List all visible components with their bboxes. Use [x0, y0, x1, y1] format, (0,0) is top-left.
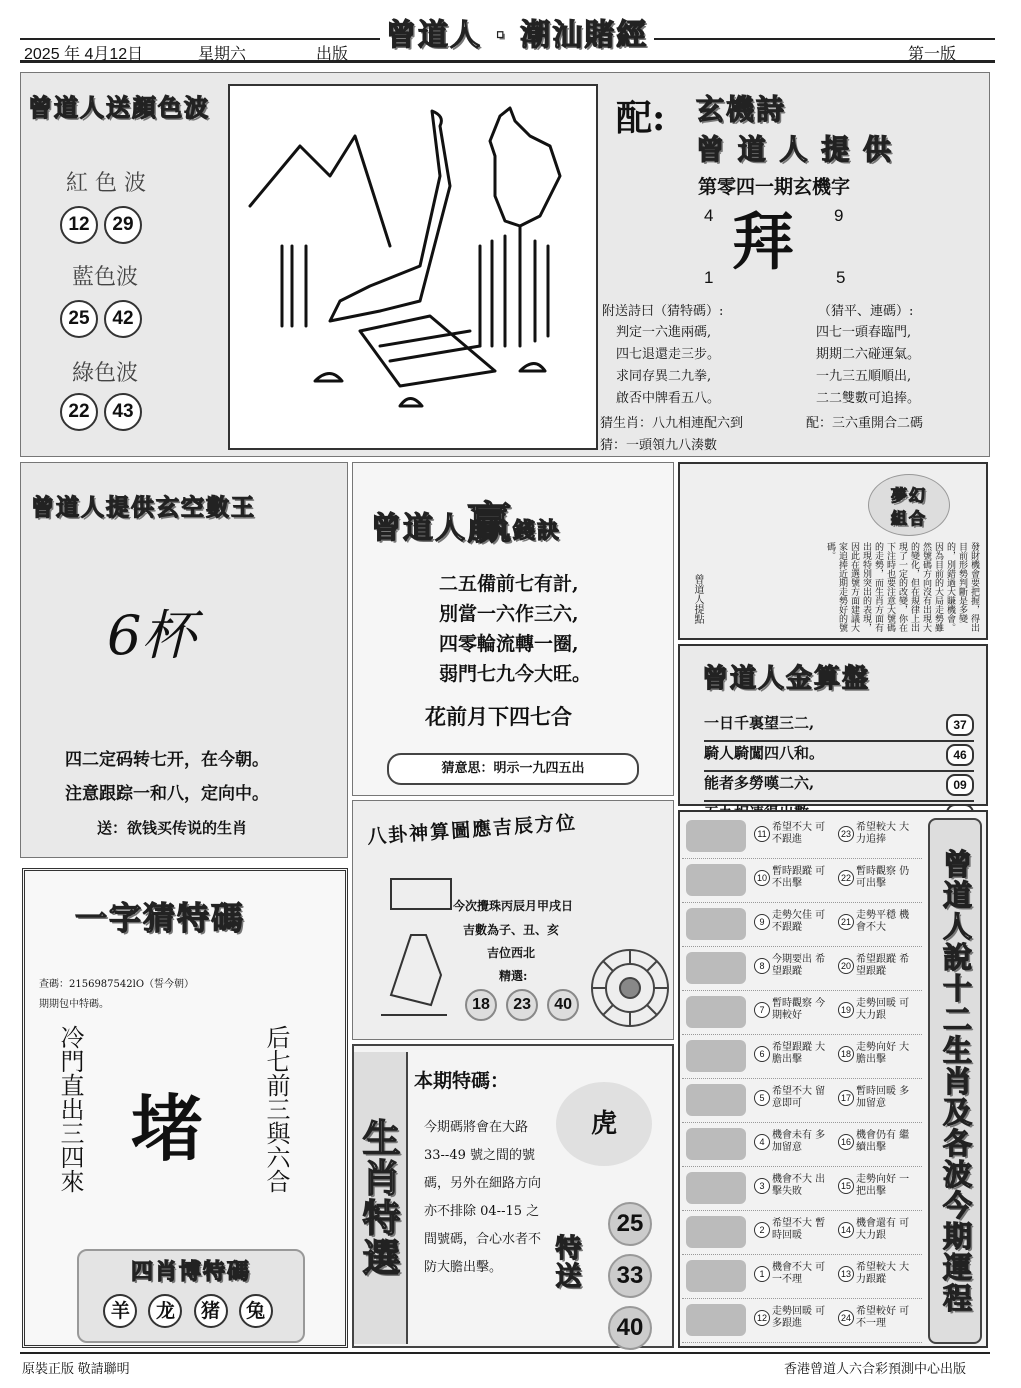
red-wave-numbers — [60, 206, 148, 244]
zodiac-row — [682, 1034, 922, 1079]
poem-title: 玄機詩 — [696, 93, 787, 126]
poem-line: 四七一頭春臨門, — [816, 325, 912, 340]
footer-right: 香港曾道人六合彩預測中心出版 — [784, 1361, 967, 1376]
rooster-icon — [686, 1172, 746, 1204]
bagua-line1: 今次攪珠丙辰月甲戌日 — [453, 899, 574, 913]
poem-guess-zodiac: 猜生肖：八九相連配六到 — [600, 416, 744, 431]
header-edition: 第一版 — [908, 46, 957, 63]
poem-line: 期期二六碰運氣。 — [816, 347, 921, 362]
bagua-pick: 40 — [547, 989, 579, 1021]
bench-shape — [360, 316, 495, 386]
zodiac-side-title: 曾道人說十二生肖及各波今期運程 — [928, 818, 982, 1344]
poem-provider: 曾 道 人 提 供 — [696, 133, 893, 166]
poem-line: 二二雙數可追捧。 — [816, 391, 921, 406]
bagua-picks — [465, 989, 585, 1021]
green-ball: 22 — [60, 393, 98, 431]
zodiac-fortune: 希望不大 留意即可 — [772, 1086, 826, 1109]
footer-left: 原裝正版 敬請聯明 — [22, 1361, 130, 1376]
calc-row-text: 一日千裏望三二, — [704, 714, 815, 732]
zodiac-num: 7 — [754, 1002, 770, 1018]
four-zodiac-item: 羊 — [103, 1294, 137, 1328]
dragon-icon — [686, 952, 746, 984]
zodiac-fortune: 希望較好 可不一理 — [856, 1306, 910, 1329]
riddle-drawing — [230, 86, 596, 448]
zodiac-num: 23 — [838, 826, 854, 842]
zodiac-num: 16 — [838, 1134, 854, 1150]
win-title-big: 贏 — [467, 498, 513, 549]
tiger-icon — [686, 864, 746, 896]
win-hint-box — [387, 753, 639, 785]
poem-n1: 4 — [704, 206, 714, 225]
zodiac-fortune: 機會還有 可大力跟 — [856, 1218, 910, 1241]
bagua-panel — [352, 800, 674, 1040]
zodiac-num: 4 — [754, 1134, 770, 1150]
fence-posts — [282, 236, 548, 346]
zodiac-num: 17 — [838, 1090, 854, 1106]
bagua-line3: 吉位西北 — [487, 946, 536, 960]
win-hint: 明示一九四五出 — [493, 761, 585, 776]
win-money-panel — [352, 462, 674, 796]
zodiac-num: 19 — [838, 1002, 854, 1018]
zodiac-fortune: 機會未有 多加留意 — [772, 1130, 826, 1153]
zodiac-num: 12 — [754, 1310, 770, 1326]
mystery-line2: 注意跟踪一和八，定向中。 — [65, 784, 269, 804]
green-wave-label: 綠色波 — [72, 361, 139, 386]
riddle-picture — [228, 84, 598, 450]
zodiac-num: 20 — [838, 958, 854, 974]
mystery-title: 曾道人提供玄空數王 — [31, 495, 256, 521]
header-publish: 出版 — [316, 46, 349, 63]
blue-wave-label: 藍色波 — [72, 265, 139, 290]
win-line: 二五備前七有計, — [439, 573, 579, 595]
calc-row — [704, 772, 974, 802]
zodiac-num: 14 — [838, 1222, 854, 1238]
win-line: 弱門七九今大旺。 — [439, 663, 592, 685]
warrior-icon — [371, 875, 457, 1025]
blue-wave-numbers — [60, 300, 148, 338]
poem-line: 啟否中牌看五八。 — [616, 391, 721, 406]
calc-panel — [678, 644, 988, 806]
zodiac-fortune: 希望不大 可不跟進 — [772, 822, 826, 845]
zodiac-fortune: 希望跟蹤 希望跟蹤 — [856, 954, 910, 977]
special-animal: 虎 — [590, 1109, 617, 1139]
poem-right-title: （猜平、連碼）: — [818, 304, 914, 319]
poem-n4: 5 — [836, 268, 846, 287]
one-char-left-col: 冷門直出三四來 — [56, 1025, 84, 1193]
zodiac-fortune: 走勢回暖 可大力跟 — [856, 998, 910, 1021]
zodiac-fortune: 暫時跟蹤 可不出擊 — [772, 866, 826, 889]
zodiac-fortune: 機會仍有 繼續出擊 — [856, 1130, 910, 1153]
one-char-title: 一字猜特碼 — [75, 899, 246, 937]
zodiac-num: 1 — [754, 1266, 770, 1282]
calc-row-text: 騎人騎闖四八和。 — [704, 744, 825, 762]
color-wave-title: 曾道人送顏色波 — [28, 94, 210, 122]
calc-row-text: 能者多勞嘆二六, — [704, 774, 815, 792]
zodiac-fortune: 機會不大 可一不理 — [772, 1262, 826, 1285]
special-num: 25 — [608, 1202, 652, 1246]
win-title-2: 錢訣 — [513, 519, 562, 544]
one-char-panel — [22, 868, 348, 1348]
zodiac-fortune: 走勢回暖 可多跟進 — [772, 1306, 826, 1329]
win-lines — [439, 569, 591, 689]
header — [20, 8, 995, 68]
poem-right-lines — [816, 322, 920, 410]
rat-icon — [686, 1304, 746, 1336]
rooster-shape — [490, 108, 560, 246]
four-zodiac-item: 兔 — [239, 1294, 273, 1328]
zodiac-fortune: 走勢向好 大膽出擊 — [856, 1042, 910, 1065]
zodiac-num: 2 — [754, 1222, 770, 1238]
zodiac-num: 9 — [754, 914, 770, 930]
dog-icon — [686, 1216, 746, 1248]
dream-provider: 曾道人提點 — [692, 574, 703, 624]
calc-row-num: 46 — [946, 744, 974, 766]
mystery-line1: 四二定码转七开，在今朝。 — [65, 750, 269, 770]
zodiac-fortune: 希望較大 大力追捧 — [856, 822, 910, 845]
header-weekday: 星期六 — [198, 46, 247, 63]
special-send-label: 特送 — [551, 1234, 581, 1290]
zodiac-fortune: 走勢向好 一把出擊 — [856, 1174, 910, 1197]
four-zodiac-row — [79, 1294, 303, 1328]
mystery-number-panel — [20, 462, 348, 858]
bagua-title: 八卦神算圖應吉辰方位 — [366, 811, 578, 849]
green-ball: 43 — [104, 393, 142, 431]
zodiac-num: 18 — [838, 1046, 854, 1062]
red-ball: 29 — [104, 206, 142, 244]
special-heading: 本期特碼： — [414, 1070, 510, 1092]
zodiac-fortune: 今期要出 希望跟蹤 — [772, 954, 826, 977]
one-char-phone: 查碼：2156987542lO（誓今朝） — [39, 979, 195, 990]
poem-pair: 配：三六重開合二碼 — [806, 416, 924, 431]
calc-title: 曾道人金算盤 — [702, 664, 871, 694]
calc-row-num: 37 — [946, 714, 974, 736]
zodiac-fortune: 走勢欠佳 可不跟蹤 — [772, 910, 826, 933]
poem-n2: 9 — [834, 206, 844, 225]
poem-n3: 1 — [704, 268, 714, 287]
zodiac-row — [682, 1254, 922, 1299]
zodiac-num: 3 — [754, 1178, 770, 1194]
zodiac-row — [682, 814, 922, 859]
four-zodiac-item: 龙 — [148, 1294, 182, 1328]
one-char-right-col: 后七前三與六合 — [262, 1025, 290, 1193]
poem-line: 四七退還走三步。 — [616, 347, 721, 362]
mountain-shape — [250, 136, 390, 246]
four-zodiac-title: 四肖博特碼 — [130, 1260, 251, 1285]
win-line: 別當一六作三六, — [439, 603, 579, 625]
neck-shape — [330, 111, 450, 321]
win-flower: 花前月下四七合 — [425, 704, 572, 729]
blue-ball: 25 — [60, 300, 98, 338]
rabbit-icon — [686, 908, 746, 940]
bagua-pick: 18 — [465, 989, 497, 1021]
zodiac-row — [682, 1166, 922, 1211]
special-num: 33 — [608, 1254, 652, 1298]
red-wave-label: 紅 色 波 — [66, 171, 146, 196]
header-title: 曾道人 · 潮汕賭經 — [380, 10, 654, 54]
zodiac-num: 24 — [838, 1310, 854, 1326]
monkey-icon — [686, 1128, 746, 1160]
poem-guess: 猜：一頭領九八湊數 — [600, 438, 718, 453]
one-char-note: 期期包中特碼。 — [39, 999, 109, 1010]
zodiac-row — [682, 902, 922, 947]
zodiac-row — [682, 1298, 922, 1343]
win-title — [371, 487, 561, 551]
poem-issue: 第零四一期玄機字 — [698, 176, 851, 198]
header-date: 2025 年 4月12日 — [24, 46, 144, 63]
mystery-handwritten: 6杯 — [107, 604, 196, 667]
poem-pei: 配: — [616, 97, 666, 139]
four-zodiac-item: 猪 — [194, 1294, 228, 1328]
special-num: 40 — [608, 1306, 652, 1350]
zodiac-num: 5 — [754, 1090, 770, 1106]
goat-icon — [686, 1084, 746, 1116]
zodiac-fortune: 走勢平穩 機會不大 — [856, 910, 910, 933]
zodiac-fortune: 希望不大 暫時回暖 — [772, 1218, 826, 1241]
zodiac-fortune: 機會不大 出擊失敗 — [772, 1174, 826, 1197]
mystery-gift: 送：欲钱买传说的生肖 — [97, 819, 248, 837]
poem-left-title: 附送詩曰（猜特碼）: — [602, 304, 724, 319]
zodiac-num: 15 — [838, 1178, 854, 1194]
bagua-icon — [589, 947, 671, 1029]
zodiac-row — [682, 1210, 922, 1255]
zodiac-num: 8 — [754, 958, 770, 974]
poem-char: 拜 — [732, 205, 795, 278]
win-title-1: 曾道人 — [371, 511, 467, 546]
dream-text: 發財機會要把握，得出目前形勢判斷是多變的，別錯過大賺機會。因為目前的大局走勢雖然號碼方向沒有出現大的變化，但在規律上出現了一定的改變，你在下注時也要注意大號碼的走勢，而生肖方面有出現特別突出的表現，因此在選號方面建議大家追捧近期走勢好的號碼。 — [825, 542, 979, 632]
color-wave-panel — [24, 80, 224, 450]
zodiac-fortune: 希望較大 大力跟蹤 — [856, 1262, 910, 1285]
zodiac-num: 13 — [838, 1266, 854, 1282]
win-hint-label: 猜意思： — [441, 761, 494, 776]
calc-row — [704, 742, 974, 772]
zodiac-fortune: 希望跟蹤 大膽出擊 — [772, 1042, 826, 1065]
special-side-title: 生肖特選 — [354, 1052, 408, 1344]
horse-icon — [686, 1040, 746, 1072]
zodiac-num: 11 — [754, 826, 770, 842]
bagua-pick-label: 精選: — [499, 969, 528, 983]
zodiac-fortune: 暫時回暖 多加留意 — [856, 1086, 910, 1109]
zodiac-row — [682, 858, 922, 903]
footer-rule — [20, 1352, 990, 1354]
dream-badge — [868, 474, 950, 536]
one-char-char: 堵 — [131, 1086, 204, 1171]
poem-left-lines — [616, 322, 720, 410]
pig-icon — [686, 1260, 746, 1292]
win-line: 四零輪流轉一圈, — [439, 633, 579, 655]
bagua-line2: 吉數為子、丑、亥 — [463, 923, 560, 937]
zodiac-fortune: 暫時觀察 今期較好 — [772, 998, 826, 1021]
zodiac-row — [682, 1122, 922, 1167]
stones — [315, 364, 545, 407]
zodiac-list — [682, 814, 922, 1346]
zodiac-panel — [678, 810, 988, 1348]
zodiac-num: 10 — [754, 870, 770, 886]
zodiac-num: 21 — [838, 914, 854, 930]
bagua-pick: 23 — [506, 989, 538, 1021]
poem-panel — [600, 80, 988, 455]
special-nums — [608, 1198, 654, 1354]
zodiac-fortune: 暫時觀察 仍可出擊 — [856, 866, 910, 889]
red-ball: 12 — [60, 206, 98, 244]
green-wave-numbers — [60, 393, 148, 431]
poem-line: 求同存異二九拳, — [616, 369, 712, 384]
special-body: 今期碼將會在大路 33--49 號之間的號碼，另外在細路方向亦不排除 04--15 之間號碼，合心水者不防大膽出擊。 — [424, 1120, 542, 1275]
zodiac-row — [682, 1078, 922, 1123]
zodiac-row — [682, 990, 922, 1035]
zodiac-num: 6 — [754, 1046, 770, 1062]
dream-title-2: 組合 — [890, 509, 927, 528]
ox-icon — [686, 820, 746, 852]
poem-line: 一九三五順順出, — [816, 369, 912, 384]
calc-row-num: 09 — [946, 774, 974, 796]
blue-ball: 42 — [104, 300, 142, 338]
snake-icon — [686, 996, 746, 1028]
poem-line: 判定一六進兩碼, — [616, 325, 712, 340]
zodiac-row — [682, 946, 922, 991]
calc-row — [704, 712, 974, 742]
four-zodiac-box — [77, 1249, 305, 1343]
dream-title-1: 夢幻 — [890, 486, 927, 505]
dream-panel — [678, 462, 988, 640]
zodiac-num: 22 — [838, 870, 854, 886]
special-panel — [352, 1044, 674, 1348]
special-animal-badge — [556, 1082, 652, 1166]
